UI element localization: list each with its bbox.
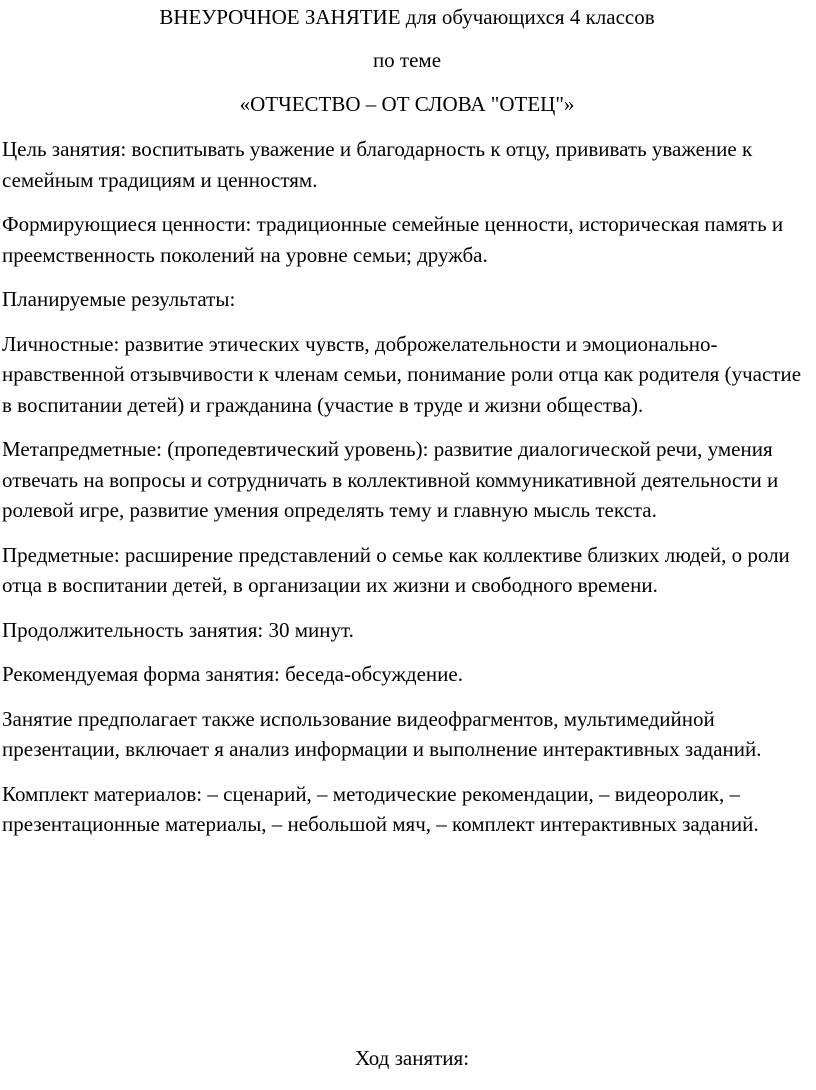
paragraph-values: Формирующиеся ценности: традиционные семейные ценности, историческая память и преемственность поколений на уровне семьи; дружба. xyxy=(2,212,784,267)
paragraph-goal: Цель занятия: воспитывать уважение и благодарность к отцу, прививать уважение к семейным традициям и ценностям. xyxy=(2,137,753,192)
paragraph-personal-results: Личностные: развитие этических чувств, доброжелательности и эмоционально-нравственной отзывчивости к членам семьи, понимание роли отца как родителя (участие в воспитании детей) и гражданина (участие в труде и жизни общества). xyxy=(2,331,802,417)
paragraph-metasubject-results: Метапредметные: (пропедевтический уровень): развитие диалогической речи, умения отвечать на вопросы и сотрудничать в коллективной коммуникативной деятельности и ролевой игре, развитие умения определять тему и главную мысль текста. xyxy=(2,437,779,522)
paragraph-subject-results: Предметные: расширение представлений о семье как коллективе близких людей, о роли отца в воспитании детей, в организации их жизни и свободного времени. xyxy=(2,542,790,597)
lesson-topic: «ОТЧЕСТВО – ОТ СЛОВА "ОТЕЦ"» xyxy=(239,92,575,116)
paragraph-duration: Продолжительность занятия: 30 минут. xyxy=(2,617,354,642)
document-title: ВНЕУРОЧНОЕ ЗАНЯТИЕ для обучающихся 4 классов xyxy=(159,5,655,29)
section-heading-lesson-flow: Ход занятия: xyxy=(354,1046,470,1070)
paragraph-materials: Комплект материалов: – сценарий, – методические рекомендации, – видеоролик, – презентационные материалы, – небольшой мяч, – комплект интерактивных заданий. xyxy=(2,781,759,836)
document-subtitle: по теме xyxy=(372,48,442,72)
paragraph-results-heading: Планируемые результаты: xyxy=(2,287,236,311)
paragraph-form: Рекомендуемая форма занятия: беседа-обсуждение. xyxy=(2,662,463,686)
paragraph-media: Занятие предполагает также использование видеофрагментов, мультимедийной презентации, включает я анализ информации и выполнение интерактивных заданий. xyxy=(2,706,762,761)
